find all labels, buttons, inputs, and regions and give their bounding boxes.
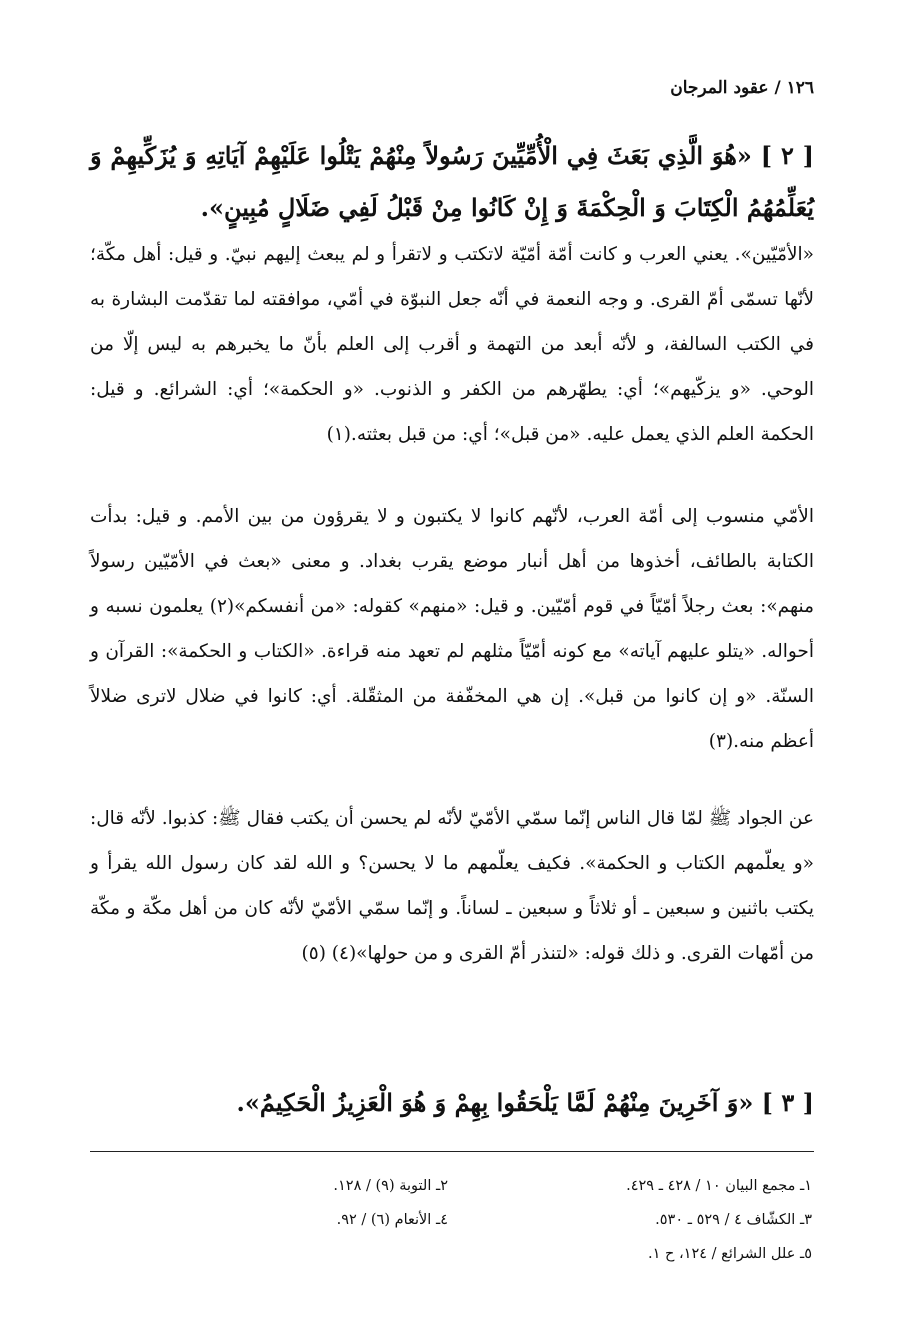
footnote-separator [90,1151,814,1152]
footnote-2: ٢ـ التوبة (٩) / ١٢٨. [333,1178,448,1194]
footnote-1: ١ـ مجمع البيان ١٠ / ٤٢٨ ـ ٤٢٩. [626,1178,812,1194]
commentary-paragraph-1: «الأمّيّين». يعني العرب و كانت أمّة أمّيّة لاتكتب و لاتقرأ و لم يبعث إليهم نبيّ. و قيل: أهل مكّة؛ لأنّها تسمّى أمّ القرى. و وجه النعمة في أنّه جعل النبوّة في أمّي، موافقته لما تقدّمت البشارة به في الكتب السالفة، و لأنّه أبعد من التهمة و أقرب إلى العلم بأنّ ما يخبرهم به ليس إلّا من الوحي. «و يزكّيهم»؛ أي: يطهّرهم من الكفر و الذنوب. «و الحكمة»؛ أي: الشرائع. و قيل: الحكمة العلم الذي يعمل عليه. «من قبل»؛ أي: من قبل بعثته.(١) [90,244,814,445]
footnote-3: ٣ـ الكشّاف ٤ / ٥٢٩ ـ ٥٣٠. [655,1212,812,1228]
commentary-paragraph-2: الأمّي منسوب إلى أمّة العرب، لأنّهم كانوا لا يكتبون و لا يقرؤون من بين الأمم. و قيل: بدأت الكتابة بالطائف، أخذوها من أهل أنبار موضع يقرب بغداد. و معنى «بعث في الأمّيّين رسولاً منهم»: بعث رجلاً أمّيّاً في قوم أمّيّين. و قيل: «منهم» كقوله: «من أنفسكم»(٢) يعلمون نسبه و أحواله. «يتلو عليهم آياته» مع كونه أمّيّاً مثلهم لم تعهد منه قراءة. «الكتاب و الحكمة»: القرآن و السنّة. «و إن كانوا من قبل». إن هي المخفّفة من المثقّلة. أي: كانوا في ضلال لاترى ضلالاً أعظم منه.(٣) [90,506,815,752]
footnote-4: ٤ـ الأنعام (٦) / ٩٢. [336,1212,448,1228]
footnote-5: ٥ـ علل الشرائع / ١٢٤، ح ١. [647,1246,812,1262]
commentary-paragraph-3: عن الجواد ﷺ لمّا قال الناس إنّما سمّي الأمّيّ لأنّه لم يحسن أن يكتب فقال ﷺ: كذبوا. لأنّه قال: «و يعلّمهم الكتاب و الحكمة». فكيف يعلّمهم ما لا يحسن؟ و الله لقد كان رسول الله يقرأ و يكتب باثنين و سبعين ـ أو ثلاثاً و سبعين ـ لساناً. و إنّما سمّي الأمّيّ لأنّه كان من أهل مكّة و مكّة من أمّهات القرى. و ذلك قوله: «لتنذر أمّ القرى و من حولها»(٤) (٥) [90,808,814,964]
quran-verse-3: [ ٣ ] «وَ آخَرِينَ مِنْهُمْ لَمَّا يَلْحَقُوا بِهِمْ وَ هُوَ الْعَزِيزُ الْحَكِيمُ». [236,1088,814,1117]
running-header: ١٢٦ / عقود المرجان [670,78,814,98]
quran-verse-2: [ ٢ ] «هُوَ الَّذِي بَعَثَ فِي الْأُمِّيِّينَ رَسُولاً مِنْهُمْ يَتْلُوا عَلَيْهِمْ آيَاتِهِ وَ يُزَكِّيهِمْ وَ يُعَلِّمُهُمُ الْكِتَابَ وَ الْحِكْمَةَ وَ إِنْ كَانُوا مِنْ قَبْلُ لَفِي ضَلَالٍ مُبِينٍ». [90,141,815,222]
